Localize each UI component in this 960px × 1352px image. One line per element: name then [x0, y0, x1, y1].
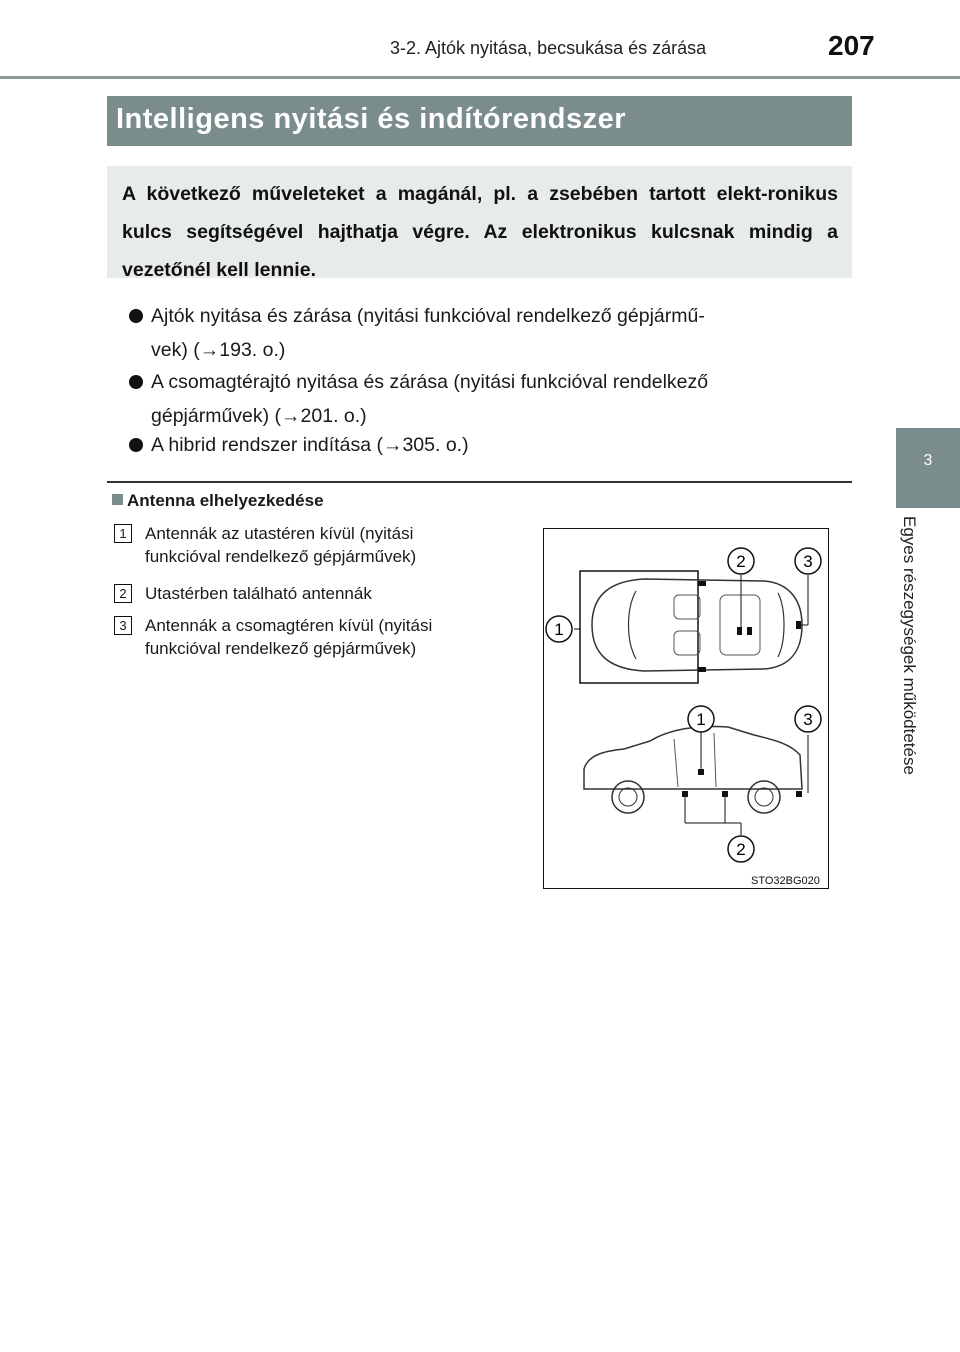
bullet-line: A csomagtérajtó nyitása és zárása (nyitási funkcióval rendelkező: [151, 371, 709, 393]
bullet-line: Ajtók nyitása és zárása (nyitási funkcióval rendelkező gépjármű-: [151, 305, 705, 327]
header-divider: [0, 76, 960, 79]
legend-line: Utastérben található antennák: [145, 584, 372, 603]
legend-number: 2: [114, 584, 132, 603]
page-number: 207: [828, 30, 875, 61]
bullet-dot-icon: [129, 375, 143, 389]
bullet-dot-icon: [129, 309, 143, 323]
car-diagram: [544, 529, 828, 888]
rear-wheel-icon: [748, 781, 780, 813]
subsection-heading: [112, 491, 324, 511]
front-seat-right: [674, 631, 700, 655]
callout-number: 2: [736, 840, 746, 859]
bullet-dot-icon: [129, 438, 143, 452]
legend-line: Antennák az utastéren kívül (nyitási: [145, 524, 414, 543]
legend-number: 1: [114, 524, 132, 543]
callout-number: 3: [803, 552, 813, 571]
front-wheel-icon: [612, 781, 644, 813]
chapter-number: 3: [923, 452, 933, 469]
top-view-frame: [580, 571, 698, 683]
bullet-item: [129, 365, 844, 433]
callout-number: 1: [696, 710, 706, 729]
legend-line: funkcióval rendelkező gépjárművek): [145, 547, 417, 566]
rear-wheel-hub-icon: [755, 788, 773, 806]
running-header-title: 3-2. Ajtók nyitása, becsukása és zárása: [390, 38, 707, 58]
antenna-location-figure: [543, 528, 829, 889]
antenna-marker: [722, 791, 728, 797]
bullet-item: [129, 428, 844, 462]
section-divider: [107, 481, 852, 483]
subsection-title: Antenna elhelyezkedése: [127, 491, 324, 510]
callout-number: 2: [736, 552, 746, 571]
antenna-marker: [698, 769, 704, 775]
section-title: Intelligens nyitási és indítórendszer: [116, 103, 627, 135]
rear-seat: [720, 595, 760, 655]
front-seat-left: [674, 595, 700, 619]
legend-item: [114, 614, 517, 660]
bullet-line: A hibrid rendszer indítása (→305. o.): [151, 434, 469, 456]
antenna-marker: [747, 627, 752, 635]
callout-number: 1: [554, 620, 564, 639]
legend-number: 3: [114, 616, 132, 635]
legend-line: Antennák a csomagtéren kívül (nyitási: [145, 616, 433, 635]
antenna-marker: [796, 791, 802, 797]
car-side-view-outline: [584, 727, 802, 789]
antenna-marker: [682, 791, 688, 797]
rear-window-line: [778, 593, 784, 657]
bullet-line: gépjárművek) (→201. o.): [151, 405, 367, 427]
legend-item: [114, 522, 517, 568]
legend-line: funkcióval rendelkező gépjárművek): [145, 639, 417, 658]
bullet-line: vek) (→193. o.): [151, 339, 286, 361]
legend-item: [114, 582, 517, 605]
chapter-label: Egyes részegységek működtetése: [900, 516, 919, 775]
door-lines: [674, 733, 716, 787]
callout-number: 3: [803, 710, 813, 729]
figure-code: STO32BG020: [751, 875, 820, 887]
antenna-marker: [698, 667, 706, 672]
car-top-view-outline: [592, 579, 802, 671]
windshield-line: [629, 591, 637, 659]
intro-text: A következő műveleteket a magánál, pl. a zsebében tartott elekt-ronikus kulcs segítségével hajthatja végre. Az elektronikus kulcsnak mindig a vezetőnél kell lennie.: [122, 183, 838, 281]
front-wheel-hub-icon: [619, 788, 637, 806]
antenna-marker: [698, 581, 706, 586]
bullet-item: [129, 299, 844, 367]
square-bullet-icon: [112, 494, 123, 505]
